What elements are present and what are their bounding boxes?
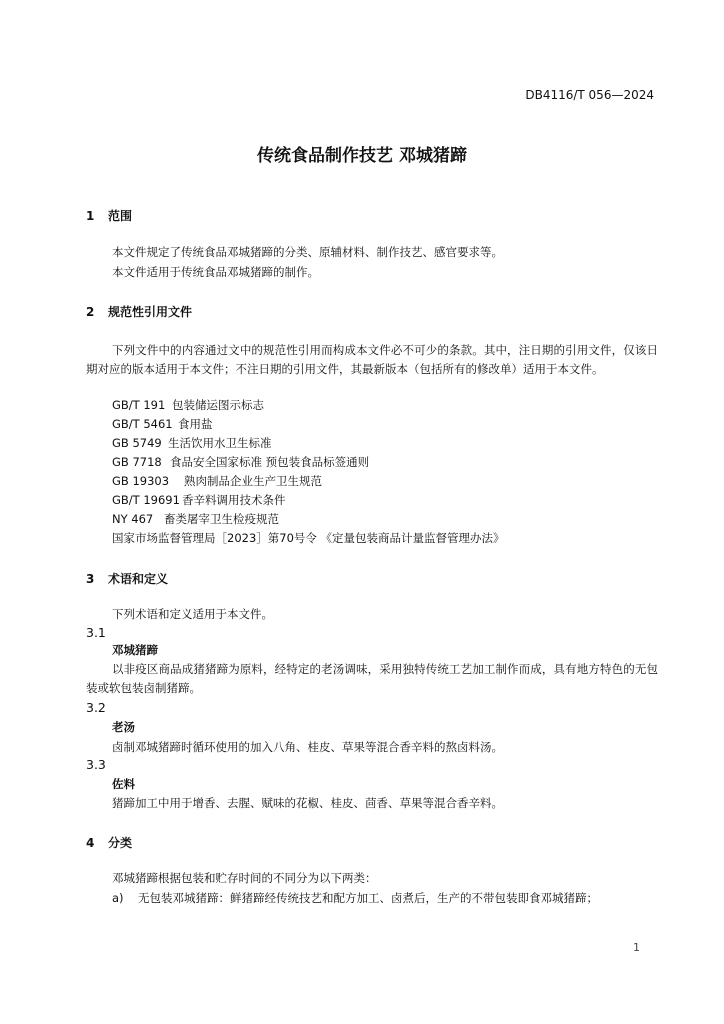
section-title: 范围: [108, 209, 133, 223]
reference-item: GB/T 191 包装储运图示标志: [112, 398, 264, 412]
section-title: 术语和定义: [108, 572, 169, 586]
section-3-intro: 下列术语和定义适用于本文件。: [112, 607, 273, 621]
term-definition: 以非疫区商品成猪猪蹄为原料，经特定的老汤调味，采用独特传统工艺加工制作而成，具有地方特色的无包装或软包装卤制猪蹄。: [86, 662, 658, 695]
list-item: [112, 890, 598, 906]
section-1-para-2: 本文件适用于传统食品邓城猪蹄的制作。: [112, 265, 319, 279]
term-number: 3.2: [86, 700, 106, 715]
reference-item: GB 7718 食品安全国家标准 预包装食品标签通则: [112, 455, 370, 469]
section-number: 1: [86, 209, 95, 223]
section-2-heading: [86, 303, 192, 320]
term-name: 佐料: [112, 777, 135, 791]
term-name: 老汤: [112, 720, 135, 734]
section-3-heading: [86, 570, 168, 587]
section-1-para-1: 本文件规定了传统食品邓城猪蹄的分类、原辅材料、制作技艺、感官要求等。: [112, 245, 503, 259]
reference-item: NY 467 畜类屠宰卫生检疫规范: [112, 512, 279, 526]
section-title: 规范性引用文件: [108, 305, 193, 319]
section-4-intro: 邓城猪蹄根据包装和贮存时间的不同分为以下两类：: [112, 871, 377, 885]
document-title: 传统食品制作技艺 邓城猪蹄: [257, 146, 467, 166]
section-number: 4: [86, 836, 95, 850]
term-name: 邓城猪蹄: [112, 643, 158, 657]
term-number: 3.3: [86, 757, 106, 772]
reference-item: GB/T 19691 香辛料调用技术条件: [112, 493, 286, 507]
page-number: 1: [633, 941, 640, 954]
reference-item: GB/T 5461 食用盐: [112, 417, 213, 431]
section-2-intro: 下列文件中的内容通过文中的规范性引用而构成本文件必不可少的条款。其中，注日期的引用文件，仅该日期对应的版本适用于本文件；不注日期的引用文件，其最新版本（包括所有的修改单）适用于本文件。: [86, 343, 658, 376]
term-number: 3.1: [86, 625, 106, 640]
term-definition: 卤制邓城猪蹄时循环使用的加入八角、桂皮、草果等混合香辛料的熬卤料汤。: [112, 740, 503, 754]
section-title: 分类: [108, 836, 133, 850]
standard-number: DB4116/T 056—2024: [525, 88, 654, 102]
section-number: 2: [86, 305, 95, 319]
list-text: 无包装邓城猪蹄：鲜猪蹄经传统技艺和配方加工、卤煮后，生产的不带包装即食邓城猪蹄；: [138, 891, 598, 905]
section-1-heading: [86, 207, 132, 224]
reference-item: GB 19303 熟肉制品企业生产卫生规范: [112, 474, 322, 488]
term-definition: 猪蹄加工中用于增香、去腥、赋味的花椒、桂皮、茴香、草果等混合香辛料。: [112, 796, 503, 810]
section-number: 3: [86, 572, 95, 586]
list-marker: a): [112, 891, 124, 905]
reference-item: 国家市场监督管理局［2023］第70号令 《定量包装商品计量监督管理办法》: [112, 531, 505, 545]
section-4-heading: [86, 834, 132, 851]
reference-item: GB 5749 生活饮用水卫生标准: [112, 436, 272, 450]
